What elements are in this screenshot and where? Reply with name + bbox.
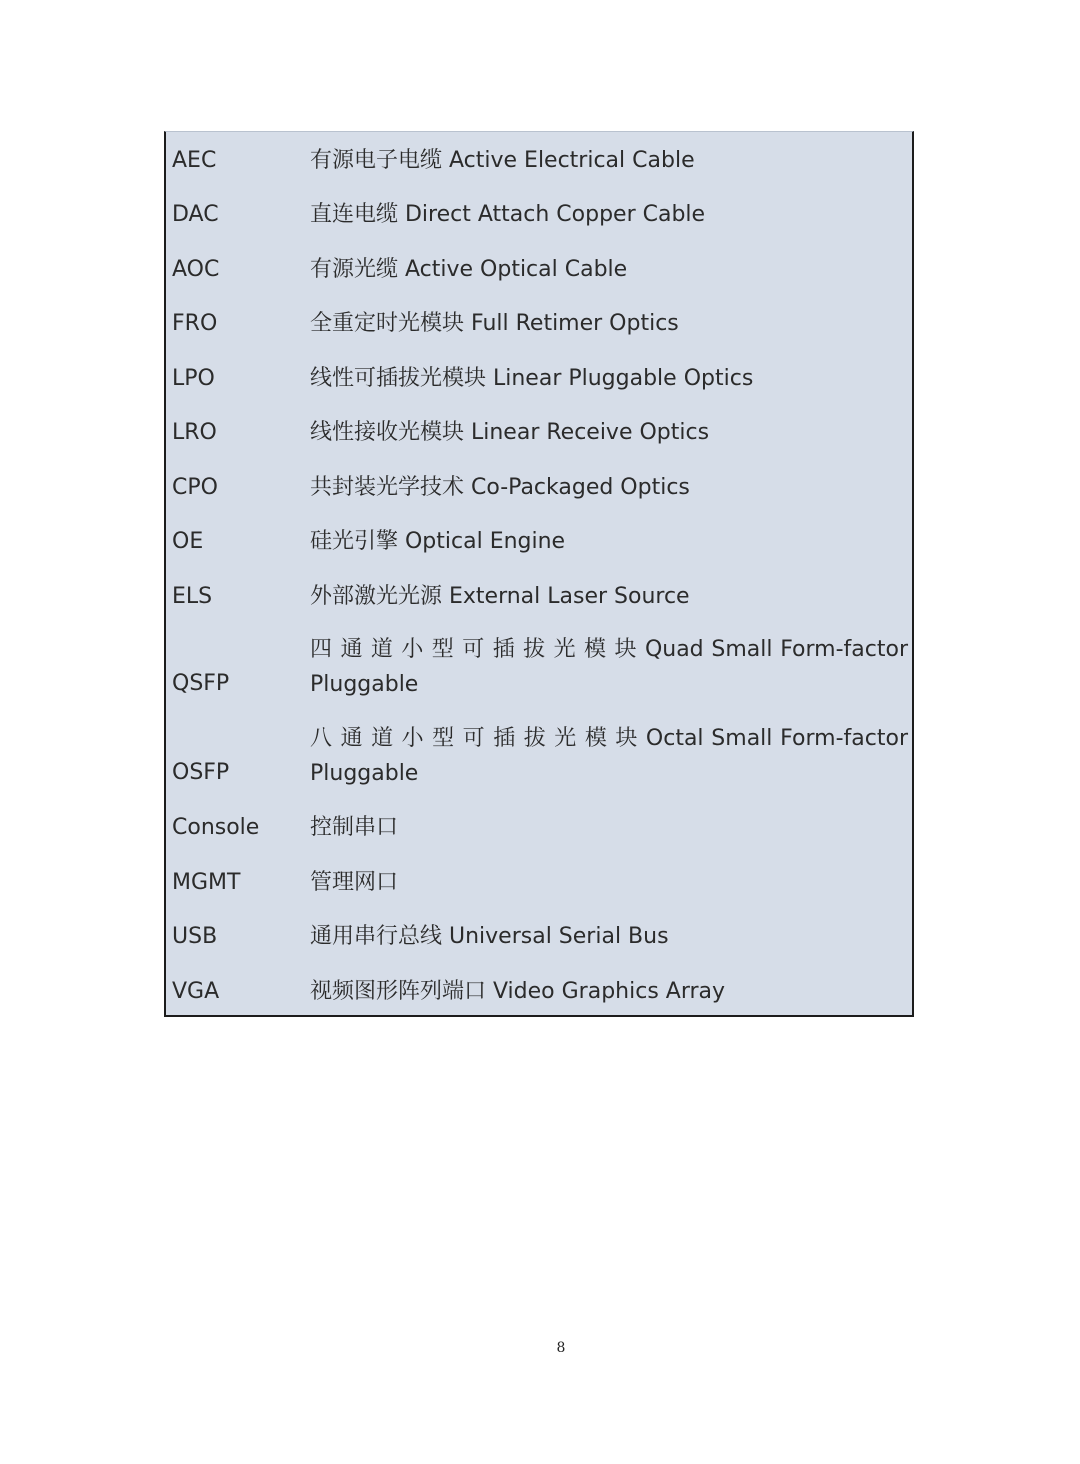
glossary-abbr: ELS [172, 584, 213, 609]
glossary-desc: 控制串口 [310, 815, 399, 840]
glossary-desc: 管理网口 [310, 870, 399, 895]
glossary-desc: 硅光引擎 Optical Engine [310, 529, 566, 554]
glossary-abbr: AEC [172, 148, 217, 173]
glossary-desc: 外部激光光源 External Laser Source [310, 584, 690, 609]
glossary-abbr: CPO [172, 475, 218, 500]
glossary-abbr: VGA [172, 979, 220, 1004]
glossary-desc: 视频图形阵列端口 Video Graphics Array [310, 979, 726, 1004]
page-number: 8 [556, 1340, 566, 1356]
glossary-desc: 有源光缆 Active Optical Cable [310, 257, 628, 282]
glossary-abbr: QSFP [172, 671, 230, 696]
glossary-abbr: FRO [172, 311, 218, 336]
glossary-desc-line: 八 通 道 小 型 可 插 拔 光 模 块 Octal Small Form-factor [310, 726, 908, 751]
glossary-abbr: LRO [172, 420, 217, 445]
glossary-abbr: MGMT [172, 870, 241, 895]
glossary-desc: 全重定时光模块 Full Retimer Optics [310, 311, 679, 336]
glossary-desc: 线性接收光模块 Linear Receive Optics [310, 420, 710, 445]
glossary-desc: 共封装光学技术 Co-Packaged Optics [310, 475, 690, 500]
glossary-abbr: OSFP [172, 760, 230, 785]
glossary-abbr: USB [172, 924, 218, 949]
glossary-abbr: AOC [172, 257, 220, 282]
glossary-abbr: Console [172, 815, 260, 840]
glossary-abbr: LPO [172, 366, 215, 391]
glossary-desc: 有源电子电缆 Active Electrical Cable [310, 148, 695, 173]
glossary-desc: 直连电缆 Direct Attach Copper Cable [310, 202, 706, 227]
glossary-desc-line: 四 通 道 小 型 可 插 拔 光 模 块 Quad Small Form-factor [310, 637, 908, 662]
glossary-desc-line: Pluggable [310, 761, 419, 786]
glossary-table [164, 131, 914, 1017]
glossary-desc [310, 721, 908, 791]
glossary-desc: 线性可插拔光模块 Linear Pluggable Optics [310, 366, 754, 391]
glossary-abbr: OE [172, 529, 204, 554]
glossary-desc-line: Pluggable [310, 672, 419, 697]
glossary-desc: 通用串行总线 Universal Serial Bus [310, 924, 669, 949]
glossary-abbr: DAC [172, 202, 219, 227]
glossary-desc [310, 632, 908, 702]
